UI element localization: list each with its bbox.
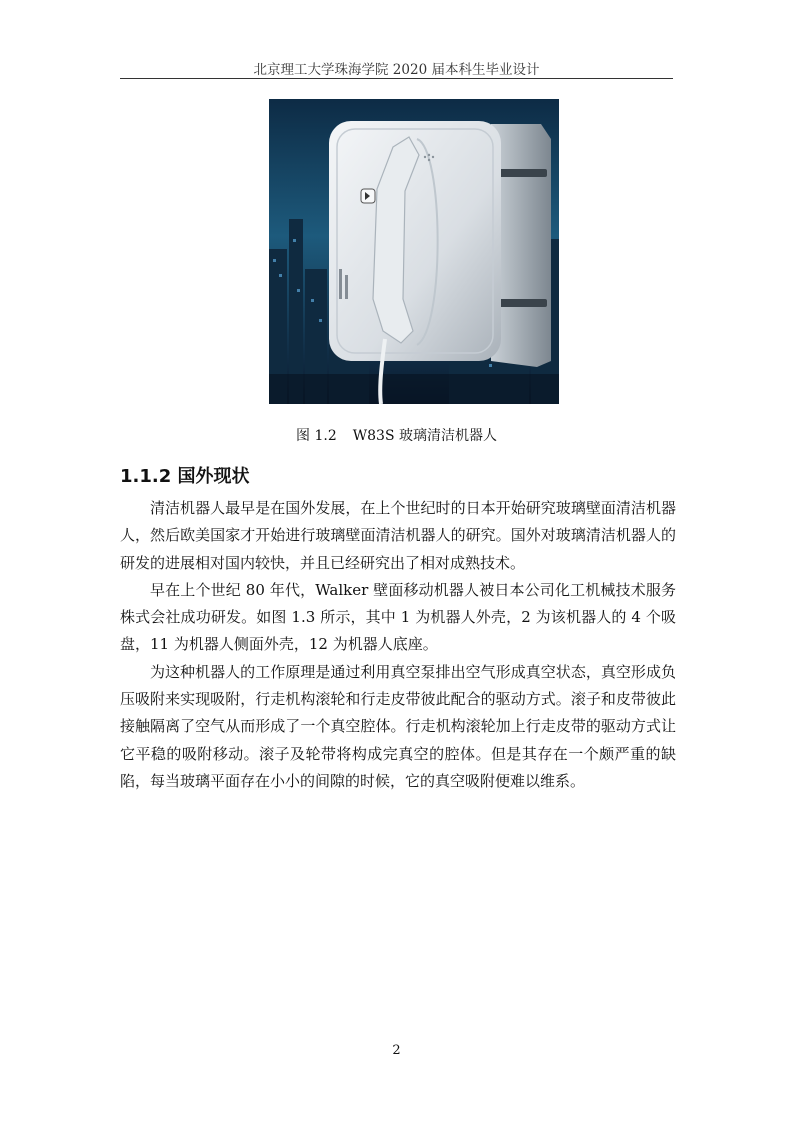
w83s-robot-image [269, 99, 559, 404]
header-rule [120, 78, 673, 79]
section-heading: 1.1.2 国外现状 [120, 466, 250, 487]
page-number: 2 [392, 1043, 401, 1058]
figure-caption-text: W83S 玻璃清洁机器人 [352, 428, 497, 444]
paragraph: 为这种机器人的工作原理是通过利用真空泵排出空气形成真空状态，真空形成负压吸附来实现吸附，行走机构滚轮和行走皮带彼此配合的驱动方式。滚子和皮带彼此接触隔离了空气从而形成了一个真空腔体。行走机构滚轮加上行走皮带的驱动方式让它平稳的吸附移动。滚子及轮带将构成完真空的腔体。但是其存在一个颇严重的缺陷，每当玻璃平面存在小小的间隙的时候，它的真空吸附便难以维系。 [120, 662, 676, 790]
page-header: 北京理工大学珠海学院 2020 届本科生毕业设计 [253, 62, 540, 78]
paragraph: 清洁机器人最早是在国外发展，在上个世纪时的日本开始研究玻璃壁面清洁机器人，然后欧美国家才开始进行玻璃壁面清洁机器人的研究。国外对玻璃清洁机器人的研发的进展相对国内较快，并且已经研究出了相对成熟技术。 [120, 499, 676, 572]
figure-caption [0, 425, 793, 445]
figure-caption-label: 图 1.2 [296, 428, 337, 444]
body-text [120, 495, 676, 795]
paragraph: 早在上个世纪 80 年代，Walker 壁面移动机器人被日本公司化工机械技术服务株式会社成功研发。如图 1.3 所示，其中 1 为机器人外壳，2 为该机器人的 4 个吸盘，11 为机器人侧面外壳，12 为机器人底座。 [120, 580, 676, 654]
